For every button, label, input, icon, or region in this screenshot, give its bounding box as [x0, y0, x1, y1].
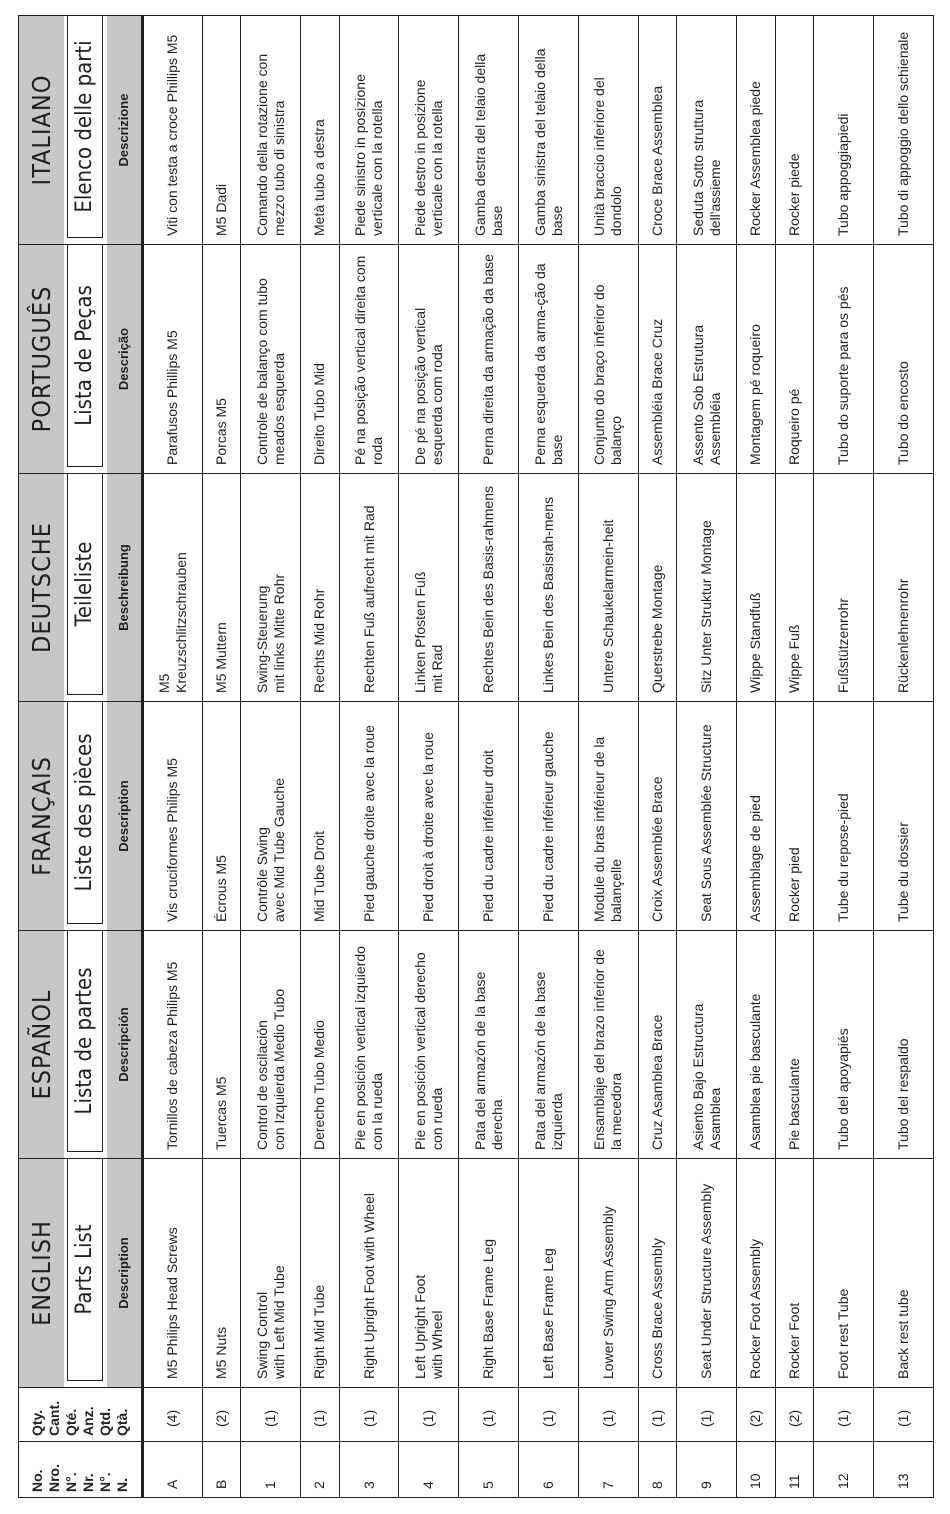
part-description-it: Gamba destra del telaio della base — [459, 16, 519, 245]
part-description-fr: Tube du dossier — [874, 702, 934, 931]
part-description-pt: Tubo do encosto — [874, 245, 934, 474]
part-description-de: Linkes Bein des Basisrah-mens — [519, 474, 579, 702]
part-description-it: Viti con testa a croce Phillips M5 — [142, 16, 202, 245]
list-title-cell-en — [64, 1159, 107, 1388]
list-title-cell-es — [64, 931, 107, 1159]
part-description-pt: Roqueiro pé — [775, 245, 813, 474]
number-label-pt: N°. — [96, 1472, 113, 1492]
part-description-fr: Pied gauche droite avec la roue — [339, 702, 399, 931]
part-number: 13 — [874, 1442, 934, 1498]
qty-label-it: Qtà. — [113, 1408, 130, 1436]
list-title-cell-de — [64, 474, 107, 702]
part-description-fr: Seat Sous Assemblée Structure — [677, 702, 737, 931]
part-quantity: (1) — [241, 1388, 301, 1442]
part-description-en: Cross Brace Assembly — [638, 1159, 676, 1388]
part-description-it: Piede sinistro in posizione verticale con la rotella — [339, 16, 399, 245]
part-description-es: Pie basculante — [775, 931, 813, 1159]
part-description-de: M5 Muttern — [202, 474, 240, 702]
part-description-en: Right Base Frame Leg — [459, 1159, 519, 1388]
qty-label-de: Anz. — [79, 1406, 96, 1436]
part-description-es: Asiento Bajo Estructura Asamblea — [677, 931, 737, 1159]
part-description-de: Untere Schaukelarmein-heit — [579, 474, 639, 702]
part-description-en: Back rest tube — [874, 1159, 934, 1388]
part-description-pt: Perna esquerda da arma-ção da base — [519, 245, 579, 474]
part-quantity: (2) — [737, 1388, 775, 1442]
part-description-es: Tubo del respaldo — [874, 931, 934, 1159]
table-row — [339, 16, 399, 1498]
part-description-pt: Parafusos Phillips M5 — [142, 245, 202, 474]
part-description-en: M5 Nuts — [202, 1159, 240, 1388]
description-header-pt: Descrição — [107, 245, 143, 474]
part-description-en: Lower Swing Arm Assembly — [579, 1159, 639, 1388]
part-quantity: (1) — [677, 1388, 737, 1442]
qty-label-fr: Qté. — [62, 1408, 79, 1436]
part-description-pt: Porcas M5 — [202, 245, 240, 474]
part-description-it: Gamba sinistra del telaio della base — [519, 16, 579, 245]
part-description-fr: Rocker pied — [775, 702, 813, 931]
table-row — [142, 16, 202, 1498]
table-row — [202, 16, 240, 1498]
part-description-en: Rocker Foot — [775, 1159, 813, 1388]
part-description-es: Tubo del apoyapiés — [814, 931, 874, 1159]
part-description-de: Querstrebe Montage — [638, 474, 676, 702]
number-column-header — [19, 1442, 143, 1498]
part-quantity: (2) — [775, 1388, 813, 1442]
part-quantity: (1) — [814, 1388, 874, 1442]
part-description-fr: Contrôle Swing avec Mid Tube Gauche — [241, 702, 301, 931]
table-row — [579, 16, 639, 1498]
part-description-de: Rückenlehnenrohr — [874, 474, 934, 702]
table-row — [814, 16, 874, 1498]
part-description-en: Rocker Foot Assembly — [737, 1159, 775, 1388]
qty-label-es: Cant. — [45, 1401, 62, 1436]
part-description-de: Wippe Fuß — [775, 474, 813, 702]
part-number: 5 — [459, 1442, 519, 1498]
part-description-it: Unità braccio inferiore del dondolo — [579, 16, 639, 245]
list-title-en: Parts List — [67, 1159, 103, 1381]
part-number: 2 — [301, 1442, 339, 1498]
part-description-es: Pata del armazón de la base derecha — [459, 931, 519, 1159]
part-description-es: Cruz Asamblea Brace — [638, 931, 676, 1159]
part-description-pt: Controle de balanço com tubo meados esquerda — [241, 245, 301, 474]
part-quantity: (1) — [519, 1388, 579, 1442]
language-title-it: ITALIANO — [19, 16, 64, 245]
part-description-pt: Tubo do suporte para os pés — [814, 245, 874, 474]
part-number: 8 — [638, 1442, 676, 1498]
quantity-column-header — [19, 1388, 143, 1442]
part-description-pt: De pé na posição vertical esquerda com roda — [399, 245, 459, 474]
list-title-cell-fr — [64, 702, 107, 931]
part-number: 10 — [737, 1442, 775, 1498]
parts-list-table — [18, 15, 934, 1498]
list-title-cell-pt — [64, 245, 107, 474]
table-row — [874, 16, 934, 1498]
part-quantity: (1) — [339, 1388, 399, 1442]
part-description-es: Derecho Tubo Medio — [301, 931, 339, 1159]
part-description-en: Right Mid Tube — [301, 1159, 339, 1388]
part-description-es: Pata del armazón de la base izquierda — [519, 931, 579, 1159]
part-description-pt: Assento Sob Estrutura Assembléia — [677, 245, 737, 474]
part-number: 7 — [579, 1442, 639, 1498]
number-label-en: No. — [28, 1469, 45, 1492]
part-description-it: M5 Dadi — [202, 16, 240, 245]
part-description-fr: Pied du cadre inférieur gauche — [519, 702, 579, 931]
part-number: 6 — [519, 1442, 579, 1498]
part-quantity: (1) — [459, 1388, 519, 1442]
part-description-pt: Direito Tubo Mid — [301, 245, 339, 474]
part-description-de: Linken Pfosten Fuß mit Rad — [399, 474, 459, 702]
part-description-it: Metà tubo a destra — [301, 16, 339, 245]
language-title-es: ESPAÑOL — [19, 931, 64, 1159]
part-description-de: Sitz Unter Struktur Montage — [677, 474, 737, 702]
part-number: 11 — [775, 1442, 813, 1498]
part-description-fr: Croix Assemblée Brace — [638, 702, 676, 931]
part-number: 4 — [399, 1442, 459, 1498]
part-description-en: Right Upright Foot with Wheel — [339, 1159, 399, 1388]
part-description-it: Tubo appoggiapiedi — [814, 16, 874, 245]
language-title-en: ENGLISH — [19, 1159, 64, 1388]
language-title-fr: FRANÇAIS — [19, 702, 64, 931]
table-row — [519, 16, 579, 1498]
part-quantity: (1) — [638, 1388, 676, 1442]
description-header-de: Beschreibung — [107, 474, 143, 702]
part-number: 3 — [339, 1442, 399, 1498]
part-quantity: (1) — [874, 1388, 934, 1442]
qty-label-pt: Qtd. — [96, 1408, 113, 1436]
part-description-en: Swing Control with Left Mid Tube — [241, 1159, 301, 1388]
part-description-fr: Assemblage de pied — [737, 702, 775, 931]
number-label-fr: N°. — [62, 1472, 79, 1492]
table-row — [775, 16, 813, 1498]
table-row — [677, 16, 737, 1498]
part-description-en: Foot rest Tube — [814, 1159, 874, 1388]
part-description-fr: Pied droit à droite avec la roue — [399, 702, 459, 931]
part-description-fr: Mid Tube Droit — [301, 702, 339, 931]
part-number: 1 — [241, 1442, 301, 1498]
part-description-de: Rechten Fuß aufrecht mit Rad — [339, 474, 399, 702]
number-label-de: Nr. — [79, 1473, 96, 1492]
part-number: 9 — [677, 1442, 737, 1498]
part-description-it: Croce Brace Assemblea — [638, 16, 676, 245]
part-description-en: Left Base Frame Leg — [519, 1159, 579, 1388]
part-quantity: (4) — [142, 1388, 202, 1442]
part-description-fr: Vis cruciformes Philips M5 — [142, 702, 202, 931]
table-row — [638, 16, 676, 1498]
list-title-it: Elenco delle parti — [67, 16, 103, 238]
part-description-pt: Pé na posição vertical direita com roda — [339, 245, 399, 474]
description-header-fr: Description — [107, 702, 143, 931]
part-description-de: M5 Kreuzschlitzschrauben — [142, 474, 202, 702]
part-description-pt: Montagem pé roqueiro — [737, 245, 775, 474]
list-title-pt: Lista de Peças — [67, 245, 103, 467]
part-description-it: Seduta Sotto struttura dell'assieme — [677, 16, 737, 245]
table-row — [459, 16, 519, 1498]
number-label-es: Nro. — [45, 1464, 62, 1492]
list-title-de: Teileliste — [67, 474, 103, 695]
part-description-fr: Pied du cadre inférieur droit — [459, 702, 519, 931]
list-title-es: Lista de partes — [67, 931, 103, 1152]
part-description-it: Tubo di appoggio dello schienale — [874, 16, 934, 245]
part-quantity: (1) — [301, 1388, 339, 1442]
part-quantity: (1) — [399, 1388, 459, 1442]
table-row — [241, 16, 301, 1498]
language-title-de: DEUTSCHE — [19, 474, 64, 702]
part-description-en: Left Upright Foot with Wheel — [399, 1159, 459, 1388]
part-description-de: Rechtes Bein des Basis-rahmens — [459, 474, 519, 702]
part-description-es: Ensamblaje del brazo inferior de la mecedora — [579, 931, 639, 1159]
part-description-es: Pie en posición vertical derecho con rueda — [399, 931, 459, 1159]
part-description-es: Pie en posición vertical izquierdo con la rueda — [339, 931, 399, 1159]
list-title-cell-it — [64, 16, 107, 245]
part-description-es: Control de oscilación con Izquierda Medio Tubo — [241, 931, 301, 1159]
description-header-it: Descrizione — [107, 16, 143, 245]
part-description-de: Rechts Mid Rohr — [301, 474, 339, 702]
number-label-it: N. — [113, 1478, 130, 1492]
part-number: B — [202, 1442, 240, 1498]
part-description-de: Swing-Steuerung mit links Mitte Rohr — [241, 474, 301, 702]
part-description-en: M5 Philips Head Screws — [142, 1159, 202, 1388]
part-description-de: Wippe Standfuß — [737, 474, 775, 702]
table-row — [399, 16, 459, 1498]
part-description-it: Piede destro in posizione verticale con la rotella — [399, 16, 459, 245]
part-description-de: Fußstützenrohr — [814, 474, 874, 702]
description-header-es: Descripción — [107, 931, 143, 1159]
part-description-pt: Assembléia Brace Cruz — [638, 245, 676, 474]
part-description-fr: Écrous M5 — [202, 702, 240, 931]
language-title-pt: PORTUGUÊS — [19, 245, 64, 474]
part-description-it: Comando della rotazione con mezzo tubo di sinistra — [241, 16, 301, 245]
part-description-fr: Module du bras inférieur de la balançelle — [579, 702, 639, 931]
qty-label-en: Qty. — [28, 1409, 45, 1436]
part-description-pt: Perna direita da armação da base — [459, 245, 519, 474]
part-description-es: Tuercas M5 — [202, 931, 240, 1159]
part-description-en: Seat Under Structure Assembly — [677, 1159, 737, 1388]
table-row — [737, 16, 775, 1498]
part-description-es: Tornillos de cabeza Philips M5 — [142, 931, 202, 1159]
description-header-en: Description — [107, 1159, 143, 1388]
part-number: 12 — [814, 1442, 874, 1498]
part-quantity: (2) — [202, 1388, 240, 1442]
list-title-fr: Liste des pièces — [67, 702, 103, 924]
part-description-es: Asamblea pie basculante — [737, 931, 775, 1159]
part-description-pt: Conjunto do braço inferior do balanço — [579, 245, 639, 474]
part-description-it: Rocker Assemblea piede — [737, 16, 775, 245]
part-quantity: (1) — [579, 1388, 639, 1442]
part-description-fr: Tube du repose-pied — [814, 702, 874, 931]
part-description-it: Rocker piede — [775, 16, 813, 245]
table-row — [301, 16, 339, 1498]
part-number: A — [142, 1442, 202, 1498]
